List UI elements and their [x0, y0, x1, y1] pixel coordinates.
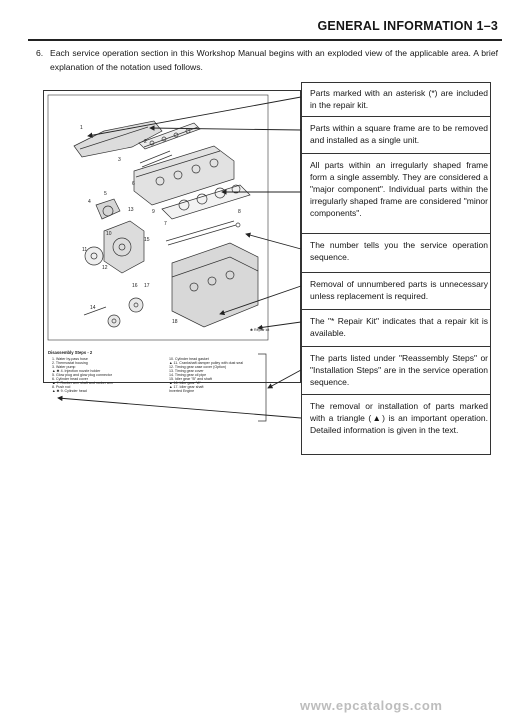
step-item: 15. Idler gear "B" and shaft — [169, 377, 212, 381]
step-item: 12. Timing gear case cover (Option) — [169, 365, 227, 369]
part-number: 3 — [118, 157, 121, 163]
section-title: GENERAL INFORMATION 1–3 — [317, 19, 498, 33]
step-item: 2. Thermostat housing — [52, 361, 88, 365]
disassembly-steps-title: Disassembly Steps - 2 — [48, 350, 93, 355]
watermark: www.epcatalogs.com — [300, 698, 443, 713]
part-number: 10 — [106, 231, 112, 237]
intro-number: 6. — [36, 48, 44, 58]
part-number: 1 — [80, 125, 83, 131]
part-number: 17 — [144, 283, 150, 289]
part-number: 16 — [132, 283, 138, 289]
arrow-number — [246, 234, 301, 249]
part-number: 7 — [164, 221, 167, 227]
step-item: 13. Timing gear cover — [169, 369, 204, 373]
step-item: ▲ ✱ 9. Cylinder head — [52, 389, 87, 393]
part-number: 6 — [132, 181, 135, 187]
step-item: 8. Push rod — [52, 385, 71, 389]
step-item: 5. Glow plug and glow plug connector — [52, 373, 112, 377]
step-item: Inverted Engine — [169, 389, 195, 393]
note-unnumbered-parts: Removal of unnumbered parts is unnecessary unless replacement is required. — [310, 279, 488, 301]
note-number-sequence: The number tells you the service operation sequence. — [310, 240, 488, 262]
step-item: 3. Water pump — [52, 365, 76, 369]
part-number: 5 — [104, 191, 107, 197]
intro-text: Each service operation section in this Workshop Manual begins with an exploded view of the applicable area. A brief explanation of the notation used follows. — [50, 48, 498, 72]
note-irregular-frame: All parts within an irregularly shaped frame form a single assembly. They are considered a "major component". Individual parts within the irregularly shaped frame are considered "minor components". — [310, 160, 488, 218]
step-item: ▲ 7. Rocker arm shaft and rocker arm — [52, 381, 114, 385]
part-number: 8 — [238, 209, 241, 215]
arrow-reassembly — [268, 370, 301, 388]
part-number: 14 — [90, 305, 96, 311]
part-number: 13 — [128, 207, 134, 213]
part-number: 15 — [144, 237, 150, 243]
step-item: ▲ 11. Crankshaft damper pulley with dust seal — [169, 361, 244, 365]
arrow-repair-kit — [258, 322, 301, 328]
repair-kit-tag: ✱ Repair kit — [250, 328, 270, 332]
note-repair-kit: The "* Repair Kit" indicates that a repair kit is available. — [310, 316, 488, 338]
arrow-triangle — [58, 398, 301, 418]
note-square-frame: Parts within a square frame are to be removed and installed as a single unit. — [310, 123, 488, 145]
arrow-square-frame — [150, 128, 301, 130]
part-number: 11 — [82, 247, 88, 253]
note-asterisk: Parts marked with an asterisk (*) are included in the repair kit. — [310, 88, 488, 110]
note-reassembly-steps: The parts listed under "Reassembly Steps" or "Installation Steps" are in the service operation sequence. — [310, 353, 488, 387]
part-number: 2 — [144, 139, 147, 145]
part-number: 9 — [152, 209, 155, 215]
part-number: 4 — [88, 199, 91, 205]
step-item: 14. Timing gear oil pipe — [169, 373, 207, 377]
arrow-asterisk — [88, 97, 301, 136]
step-item: 10. Cylinder head gasket — [169, 357, 209, 361]
step-item: ▲ 17. Idler gear shaft — [169, 385, 204, 389]
arrow-unnumbered — [220, 286, 301, 314]
step-item: ▲ 16. Idler gear "A" — [169, 381, 201, 385]
step-item: 1. Water by-pass hose — [52, 357, 88, 361]
step-item: 6. Cylinder head cover — [52, 377, 88, 381]
part-number: 12 — [102, 265, 108, 271]
part-number: 18 — [172, 319, 178, 325]
step-item: ▲ ✱ 4. Injection nozzle holder — [52, 369, 101, 373]
note-triangle: The removal or installation of parts marked with a triangle (▲) is an important operation. Detailed information is given in the text. — [310, 401, 488, 435]
